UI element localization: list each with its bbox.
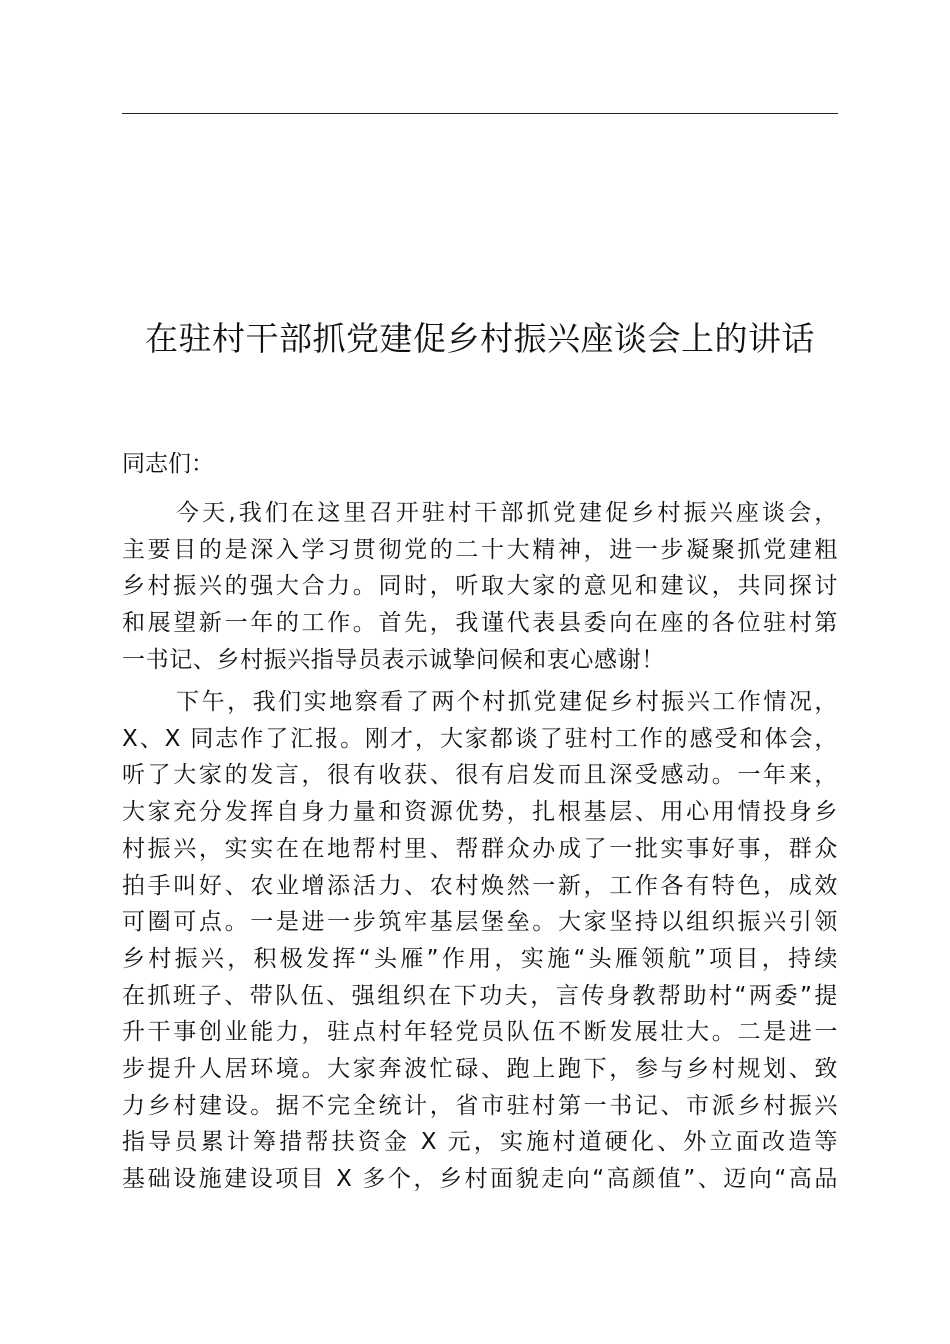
paragraph-opening bbox=[122, 495, 838, 679]
paragraph-line: 在抓班子、带队伍、强组织在下功夫，言传身教帮助村“两委”提 bbox=[122, 982, 838, 1009]
paragraph-line: 下午，我们实地察看了两个村抓党建促乡村振兴工作情况， bbox=[176, 689, 838, 715]
paragraph-line: 基础设施建设项目 X 多个，乡村面貌走向“高颜值”、迈向“高品 bbox=[122, 1166, 838, 1193]
paragraph-line: 指导员累计筹措帮扶资金 X 元，实施村道硬化、外立面改造等 bbox=[122, 1129, 838, 1156]
paragraph-line: 主要目的是深入学习贯彻党的二十大精神，进一步凝聚抓党建粗 bbox=[122, 536, 838, 563]
paragraph-line: 拍手叫好、农业增添活力、农村焕然一新，工作各有特色，成效 bbox=[122, 872, 838, 899]
salutation: 同志们： bbox=[122, 451, 214, 477]
paragraph-line: 一书记、乡村振兴指导员表示诚挚问候和衷心感谢！ bbox=[122, 646, 665, 673]
paragraph-line: 今天,我们在这里召开驻村干部抓党建促乡村振兴座谈会， bbox=[176, 500, 838, 526]
paragraph-review bbox=[122, 684, 838, 1198]
paragraph-line: 步提升人居环境。大家奔波忙碌、跑上跑下，参与乡村规划、致 bbox=[122, 1056, 838, 1083]
paragraph-line: 听了大家的发言，很有收获、很有启发而且深受感动。一年来， bbox=[122, 762, 838, 789]
paragraph-line: 可圈可点。一是进一步筑牢基层堡垒。大家坚持以组织振兴引领 bbox=[122, 909, 838, 936]
paragraph-line: 力乡村建设。据不完全统计，省市驻村第一书记、市派乡村振兴 bbox=[122, 1092, 838, 1119]
paragraph-line: X、X 同志作了汇报。刚才，大家都谈了驻村工作的感受和体会， bbox=[122, 725, 838, 752]
paragraph-line: 和展望新一年的工作。首先，我谨代表县委向在座的各位驻村第 bbox=[122, 610, 838, 637]
document-title: 在驻村干部抓党建促乡村振兴座谈会上的讲话 bbox=[145, 319, 815, 358]
paragraph-line: 升干事创业能力，驻点村年轻党员队伍不断发展壮大。二是进一 bbox=[122, 1019, 838, 1046]
paragraph-line: 村振兴，实实在在地帮村里、帮群众办成了一批实事好事，群众 bbox=[122, 835, 838, 862]
paragraph-line: 乡村振兴，积极发挥“头雁”作用，实施“头雁领航”项目，持续 bbox=[122, 945, 838, 972]
paragraph-line: 乡村振兴的强大合力。同时，听取大家的意见和建议，共同探讨 bbox=[122, 573, 838, 600]
paragraph-line: 大家充分发挥自身力量和资源优势，扎根基层、用心用情投身乡 bbox=[122, 799, 838, 826]
header-rule bbox=[122, 113, 838, 114]
